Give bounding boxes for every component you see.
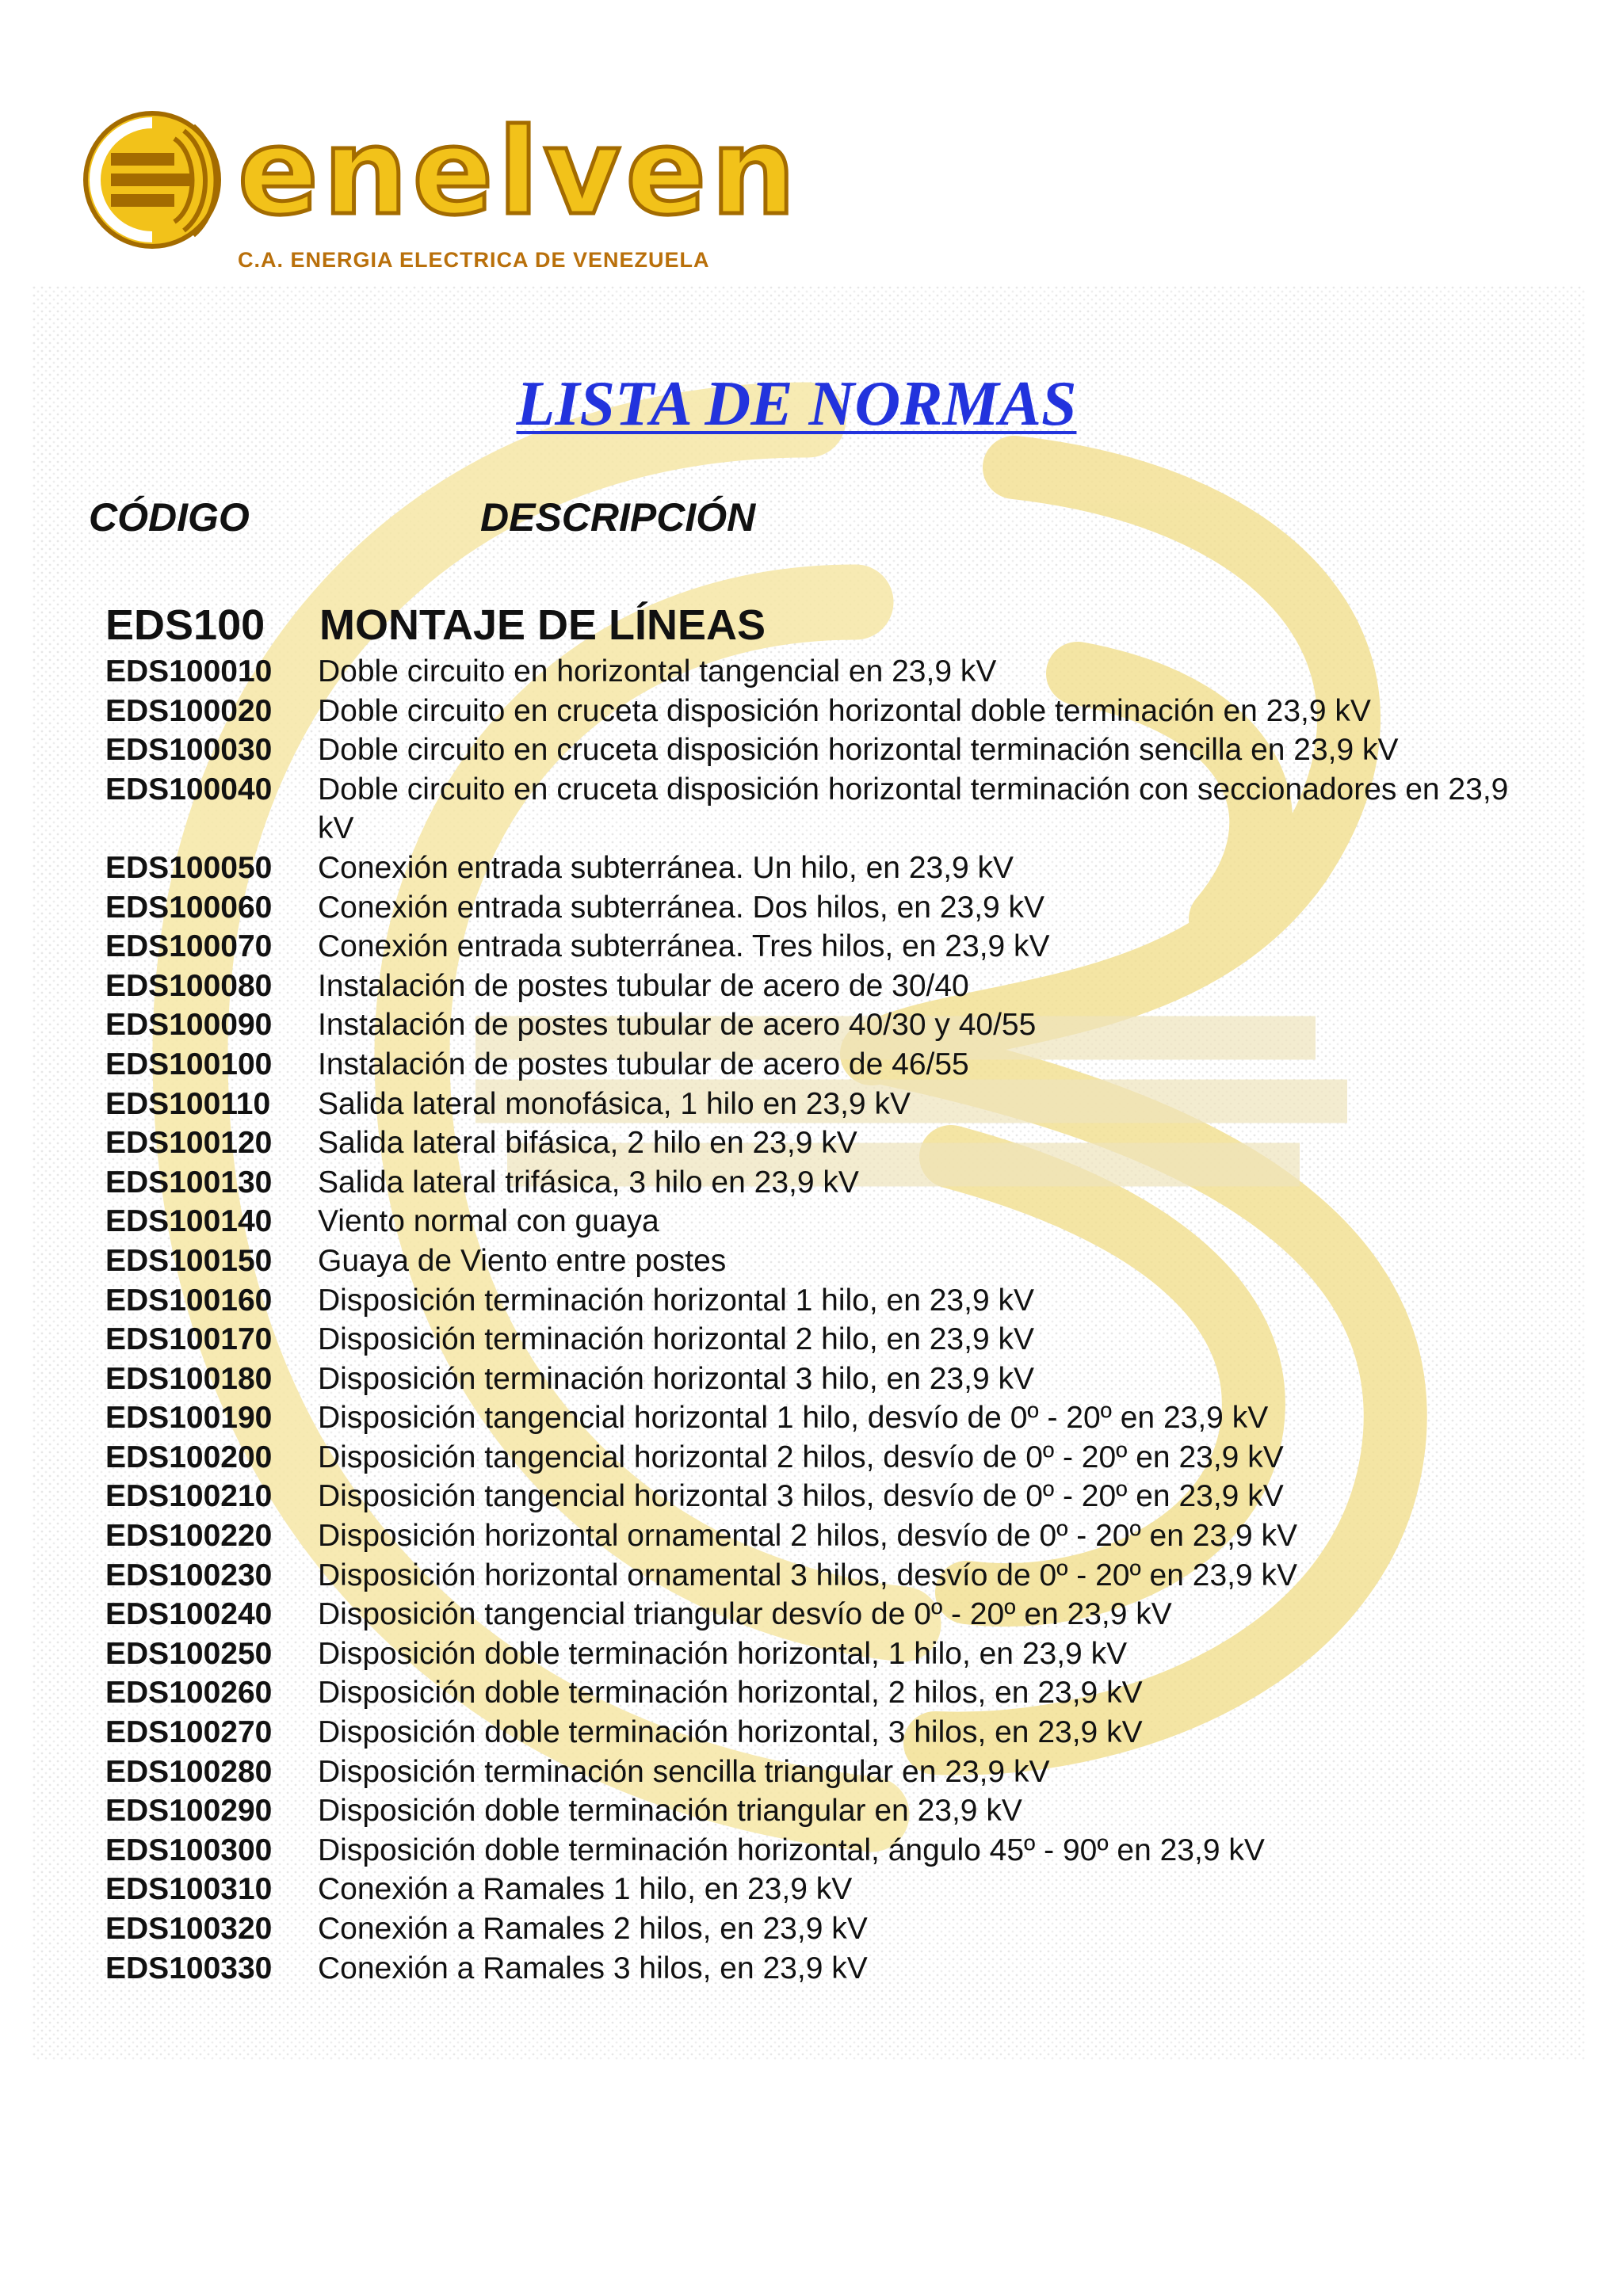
list-item (0, 1163, 1623, 1203)
item-code: EDS100060 (105, 890, 273, 925)
item-code: EDS100050 (105, 850, 273, 885)
list-item (0, 1634, 1623, 1674)
item-description: Disposición terminación horizontal 2 hilo, en 23,9 kV (318, 1322, 1034, 1357)
item-description: Disposición doble terminación horizontal, 2 hilos, en 23,9 kV (318, 1676, 1143, 1711)
document-title: LISTA DE NORMAS (516, 369, 1077, 439)
list-item (0, 1281, 1623, 1321)
item-code: EDS100330 (105, 1951, 273, 1985)
list-item (0, 1320, 1623, 1360)
item-code: EDS100300 (105, 1833, 273, 1867)
list-item (0, 770, 1623, 849)
item-description: Conexión a Ramales 1 hilo, en 23,9 kV (318, 1872, 853, 1907)
item-description: Instalación de postes tubular de acero de 30/40 (318, 968, 969, 1003)
item-code: EDS100260 (105, 1676, 273, 1711)
item-code: EDS100020 (105, 693, 273, 728)
item-code: EDS100170 (105, 1322, 273, 1357)
item-code: EDS100140 (105, 1204, 273, 1239)
logo-wordmark: enelven (238, 104, 800, 242)
list-item (0, 1870, 1623, 1909)
item-description: Conexión a Ramales 3 hilos, en 23,9 kV (318, 1951, 868, 1985)
item-code: EDS100090 (105, 1008, 273, 1043)
item-description: Disposición terminación horizontal 1 hilo, en 23,9 kV (318, 1283, 1034, 1318)
section-code: EDS100 (105, 601, 265, 649)
list-item (0, 730, 1623, 770)
list-item (0, 967, 1623, 1006)
list-item (0, 1123, 1623, 1163)
item-code: EDS100030 (105, 733, 273, 768)
item-description: Doble circuito en cruceta disposición horizontal terminación con seccionadores en 23,9 kV (318, 772, 1509, 846)
item-description: Disposición terminación horizontal 3 hilo, en 23,9 kV (318, 1361, 1034, 1396)
item-description: Conexión entrada subterránea. Un hilo, en 23,9 kV (318, 850, 1014, 885)
item-description: Guaya de Viento entre postes (318, 1243, 727, 1278)
item-code: EDS100210 (105, 1479, 273, 1514)
item-description: Conexión entrada subterránea. Tres hilos, en 23,9 kV (318, 929, 1050, 964)
item-code: EDS100220 (105, 1519, 273, 1554)
item-code: EDS100160 (105, 1283, 273, 1318)
list-item (0, 1516, 1623, 1556)
item-description: Instalación de postes tubular de acero 40/30 y 40/55 (318, 1008, 1037, 1043)
item-code: EDS100110 (105, 1086, 271, 1121)
item-code: EDS100250 (105, 1636, 273, 1671)
item-description: Disposición doble terminación horizontal, ángulo 45º - 90º en 23,9 kV (318, 1833, 1265, 1867)
item-code: EDS100320 (105, 1912, 273, 1946)
item-description: Disposición tangencial horizontal 1 hilo, desvío de 0º - 20º en 23,9 kV (318, 1401, 1269, 1436)
item-code: EDS100100 (105, 1047, 273, 1081)
item-code: EDS100040 (105, 772, 273, 807)
list-item (0, 1949, 1623, 1989)
item-code: EDS100290 (105, 1794, 273, 1829)
list-item (0, 927, 1623, 967)
norms-list (0, 652, 1623, 1988)
list-item (0, 1713, 1623, 1753)
item-description: Instalación de postes tubular de acero de 46/55 (318, 1047, 969, 1081)
list-item (0, 652, 1623, 692)
item-code: EDS100270 (105, 1715, 273, 1750)
item-code: EDS100280 (105, 1754, 273, 1789)
list-item (0, 1753, 1623, 1792)
item-description: Doble circuito en horizontal tangencial en 23,9 kV (318, 654, 997, 688)
section-title: MONTAJE DE LÍNEAS (319, 601, 766, 649)
logo-tagline: C.A. ENERGIA ELECTRICA DE VENEZUELA (238, 248, 710, 272)
column-header-description: DESCRIPCIÓN (480, 495, 756, 540)
item-code: EDS100200 (105, 1440, 273, 1474)
list-item (0, 1477, 1623, 1516)
list-item (0, 1241, 1623, 1281)
list-item (0, 1595, 1623, 1634)
list-item (0, 1673, 1623, 1713)
item-description: Salida lateral bifásica, 2 hilo en 23,9 kV (318, 1126, 857, 1161)
list-item (0, 1909, 1623, 1949)
item-code: EDS100190 (105, 1401, 273, 1436)
item-description: Disposición doble terminación horizontal, 3 hilos, en 23,9 kV (318, 1715, 1143, 1750)
item-code: EDS100130 (105, 1165, 273, 1199)
list-item (0, 1005, 1623, 1045)
item-code: EDS100070 (105, 929, 273, 964)
list-item (0, 1398, 1623, 1438)
item-description: Conexión entrada subterránea. Dos hilos, en 23,9 kV (318, 890, 1045, 925)
item-description: Disposición doble terminación horizontal, 1 hilo, en 23,9 kV (318, 1636, 1128, 1671)
company-logo (79, 99, 800, 285)
item-code: EDS100180 (105, 1361, 273, 1396)
list-item (0, 1791, 1623, 1831)
item-description: Disposición horizontal ornamental 2 hilos, desvío de 0º - 20º en 23,9 kV (318, 1519, 1298, 1554)
list-item (0, 1556, 1623, 1596)
list-item (0, 1085, 1623, 1124)
item-description: Disposición doble terminación triangular en 23,9 kV (318, 1794, 1022, 1829)
list-item (0, 692, 1623, 731)
item-description: Disposición terminación sencilla triangular en 23,9 kV (318, 1754, 1050, 1789)
list-item (0, 849, 1623, 888)
column-header-code: CÓDIGO (89, 495, 250, 540)
item-code: EDS100310 (105, 1872, 273, 1907)
item-description: Disposición horizontal ornamental 3 hilos, desvío de 0º - 20º en 23,9 kV (318, 1558, 1298, 1592)
item-description: Doble circuito en cruceta disposición horizontal doble terminación en 23,9 kV (318, 693, 1371, 728)
item-description: Conexión a Ramales 2 hilos, en 23,9 kV (318, 1912, 868, 1946)
item-code: EDS100120 (105, 1126, 273, 1161)
item-code: EDS100230 (105, 1558, 273, 1592)
item-code: EDS100150 (105, 1243, 273, 1278)
item-description: Salida lateral monofásica, 1 hilo en 23,9 kV (318, 1086, 911, 1121)
logo-emblem-icon (79, 107, 230, 254)
item-description: Salida lateral trifásica, 3 hilo en 23,9 kV (318, 1165, 859, 1199)
list-item (0, 1202, 1623, 1241)
item-description: Disposición tangencial horizontal 3 hilos, desvío de 0º - 20º en 23,9 kV (318, 1479, 1284, 1514)
item-description: Disposición tangencial horizontal 2 hilos, desvío de 0º - 20º en 23,9 kV (318, 1440, 1284, 1474)
item-description: Viento normal con guaya (318, 1204, 659, 1239)
list-item (0, 1438, 1623, 1478)
list-item (0, 888, 1623, 928)
item-description: Doble circuito en cruceta disposición horizontal terminación sencilla en 23,9 kV (318, 733, 1399, 768)
list-item (0, 1360, 1623, 1399)
list-item (0, 1831, 1623, 1871)
item-code: EDS100010 (105, 654, 273, 688)
item-description: Disposición tangencial triangular desvío de 0º - 20º en 23,9 kV (318, 1597, 1172, 1632)
list-item (0, 1045, 1623, 1085)
item-code: EDS100240 (105, 1597, 273, 1632)
item-code: EDS100080 (105, 968, 273, 1003)
